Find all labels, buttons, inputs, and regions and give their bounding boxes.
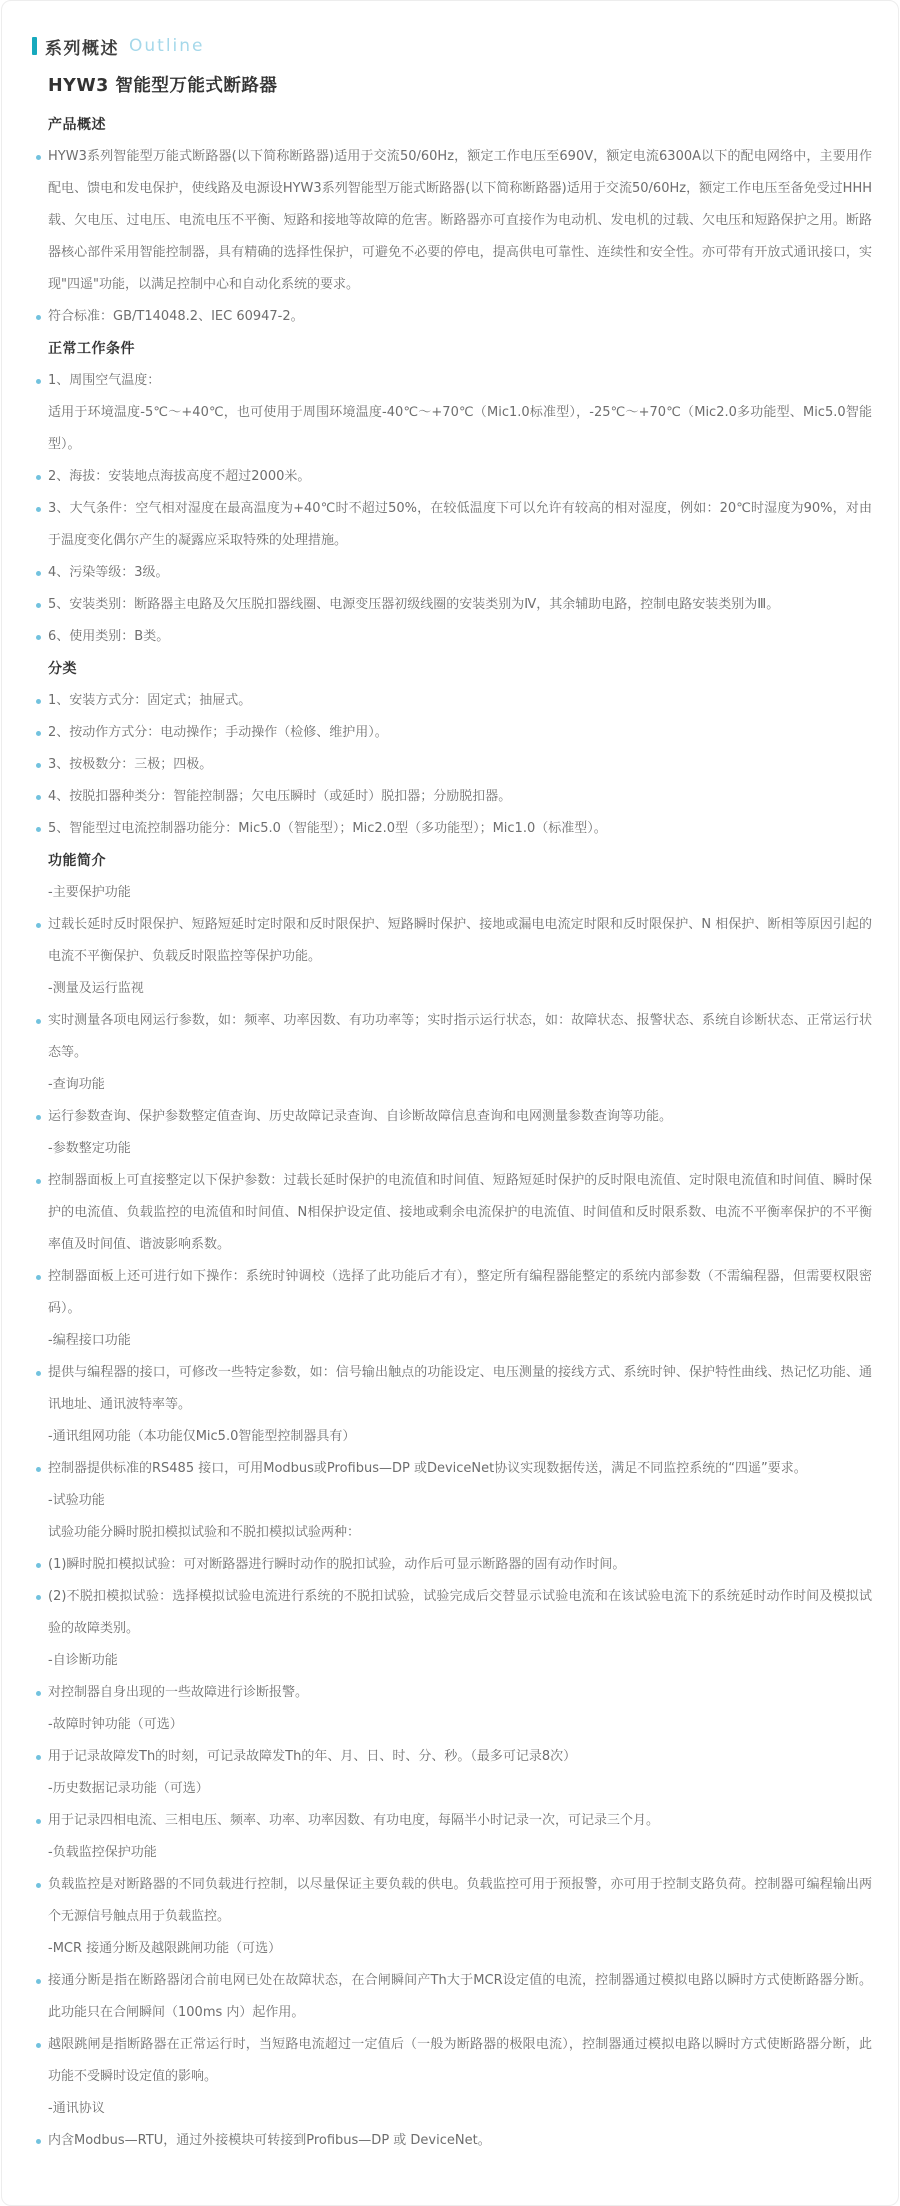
item-text: 越限跳闸是指断路器在正常运行时，当短路电流超过一定值后（一般为断路器的极限电流），控制器通过模拟电路以瞬时方式使断路器分断，此功能不受瞬时设定值的影响。 — [48, 2037, 872, 2084]
bullet-dot-icon — [36, 1595, 41, 1600]
item-text: 过载长延时反时限保护、短路短延时定时限和反时限保护、短路瞬时保护、接地或漏电电流定时限和反时限保护、N 相保护、断相等原因引起的电流不平衡保护、负载反时限监控等保护功能。 — [48, 917, 872, 964]
bullet-item — [32, 2029, 872, 2093]
text-line — [48, 1517, 872, 1549]
bullet-item — [32, 1453, 872, 1485]
bullet-dot-icon — [36, 1755, 41, 1760]
bullet-item — [32, 1805, 872, 1837]
bullet-item — [32, 909, 872, 973]
item-text: 用于记录四相电流、三相电压、频率、功率、功率因数、有功电度，每隔半小时记录一次，可记录三个月。 — [48, 1813, 660, 1828]
bullet-item — [32, 1357, 872, 1421]
text-line — [48, 1133, 872, 1165]
item-text: HYW3系列智能型万能式断路器(以下简称断路器)适用于交流50/60Hz，额定工作电压至690V，额定电流6300A以下的配电网络中，主要用作配电、馈电和发电保护，使线路及电源设HYW3系列智能型万能式断路器(以下简称断路器)适用于交流50/60Hz，额定工作电压至备免受过HHH载、欠电压、过电压、电流电压不平衡、短路和接地等故障的危害。断路器亦可直接作为电动机、发电机的过载、欠电压和短路保护之用。断路器核心部件采用智能控制器，具有精确的选择性保护，可避免不必要的停电，提高供电可靠性、连续性和安全性。亦可带有开放式通讯接口，实现"四遥"功能，以满足控制中心和自动化系统的要求。 — [48, 149, 872, 292]
item-text: -历史数据记录功能（可选） — [48, 1781, 209, 1796]
item-text: 5、智能型过电流控制器功能分：Mic5.0（智能型）；Mic2.0型（多功能型）；Mic1.0（标准型）。 — [48, 821, 607, 836]
text-line — [48, 877, 872, 909]
bullet-item — [32, 589, 872, 621]
bullet-dot-icon — [36, 1691, 41, 1696]
content-list — [32, 109, 872, 2157]
bullet-item — [32, 717, 872, 749]
item-text: 对控制器自身出现的一些故障进行诊断报警。 — [48, 1685, 309, 1700]
bullet-item — [32, 1741, 872, 1773]
item-text: 5、安装类别：断路器主电路及欠压脱扣器线圈、电源变压器初级线圈的安装类别为Ⅳ，其余辅助电路，控制电路安装类别为Ⅲ。 — [48, 597, 780, 612]
bullet-item — [32, 685, 872, 717]
item-text: 负载监控是对断路器的不同负载进行控制，以尽量保证主要负载的供电。负载监控可用于预报警，亦可用于控制支路负荷。控制器可编程输出两个无源信号触点用于负载监控。 — [48, 1877, 872, 1924]
bullet-dot-icon — [36, 571, 41, 576]
bullet-item — [32, 301, 872, 333]
bullet-dot-icon — [36, 379, 41, 384]
bullet-dot-icon — [36, 1563, 41, 1568]
item-text: 控制器面板上可直接整定以下保护参数：过载长延时保护的电流值和时间值、短路短延时保护的反时限电流值、定时限电流值和时间值、瞬时保护的电流值、负载监控的电流值和时间值、N相保护设定值、接地或剩余电流保护的电流值、时间值和反时限系数、电流不平衡率保护的不平衡率值及时间值、谐波影响系数。 — [48, 1173, 872, 1252]
item-text: 2、海拔：安装地点海拔高度不超过2000米。 — [48, 469, 311, 484]
item-text: 3、大气条件：空气相对湿度在最高温度为+40℃时不超过50%，在较低温度下可以允许有较高的相对湿度，例如：20℃时湿度为90%，对由于温度变化偶尔产生的凝露应采取特殊的处理措施。 — [48, 501, 872, 548]
bullet-dot-icon — [36, 1883, 41, 1888]
bullet-item — [32, 621, 872, 653]
item-text: -负载监控保护功能 — [48, 1845, 157, 1860]
bullet-dot-icon — [36, 827, 41, 832]
text-line — [48, 1421, 872, 1453]
bullet-item — [32, 141, 872, 301]
section-heading-text: 功能简介 — [48, 853, 106, 869]
bullet-item — [32, 1869, 872, 1933]
section-heading — [48, 333, 872, 365]
text-line — [48, 1069, 872, 1101]
bullet-dot-icon — [36, 1019, 41, 1024]
item-text: -通讯组网功能（本功能仅Mic5.0智能型控制器具有） — [48, 1429, 356, 1444]
text-line — [48, 1645, 872, 1677]
item-text: 运行参数查询、保护参数整定值查询、历史故障记录查询、自诊断故障信息查询和电网测量参数查询等功能。 — [48, 1109, 673, 1124]
text-line — [48, 1837, 872, 1869]
item-text: 6、使用类别：B类。 — [48, 629, 170, 644]
section-heading-text: 产品概述 — [48, 117, 106, 133]
section-heading — [48, 845, 872, 877]
series-header — [32, 34, 872, 58]
item-text: 接通分断是指在断路器闭合前电网已处在故障状态，在合闸瞬间产Th大于MCR设定值的电流，控制器通过模拟电路以瞬时方式使断路器分断。此功能只在合闸瞬间（100ms 内）起作用。 — [48, 1973, 872, 2020]
item-text: -参数整定功能 — [48, 1141, 131, 1156]
bullet-dot-icon — [36, 1467, 41, 1472]
item-text: -编程接口功能 — [48, 1333, 131, 1348]
item-text: -故障时钟功能（可选） — [48, 1717, 183, 1732]
text-line — [48, 1933, 872, 1965]
text-line — [48, 1773, 872, 1805]
section-heading-text: 分类 — [48, 661, 77, 677]
item-text: -MCR 接通分断及越限跳闸功能（可选） — [48, 1941, 282, 1956]
bullet-dot-icon — [36, 507, 41, 512]
bullet-item — [32, 781, 872, 813]
bullet-dot-icon — [36, 1819, 41, 1824]
section-heading — [48, 109, 872, 141]
bullet-dot-icon — [36, 475, 41, 480]
bullet-dot-icon — [36, 2043, 41, 2048]
item-text: 试验功能分瞬时脱扣模拟试验和不脱扣模拟试验两种： — [48, 1525, 361, 1540]
bullet-item — [32, 1101, 872, 1133]
bullet-item — [32, 1677, 872, 1709]
bullet-dot-icon — [36, 315, 41, 320]
item-text: -查询功能 — [48, 1077, 105, 1092]
bullet-dot-icon — [36, 2139, 41, 2144]
item-text: 3、按极数分：三极；四极。 — [48, 757, 213, 772]
bullet-dot-icon — [36, 731, 41, 736]
item-text: 4、按脱扣器种类分：智能控制器；欠电压瞬时（或延时）脱扣器；分励脱扣器。 — [48, 789, 512, 804]
document-page — [2, 1, 898, 2205]
text-line — [48, 1709, 872, 1741]
bullet-item — [32, 365, 872, 397]
bullet-dot-icon — [36, 1275, 41, 1280]
bullet-item — [32, 813, 872, 845]
item-text: -通讯协议 — [48, 2101, 105, 2116]
item-text: 提供与编程器的接口，可修改一些特定参数，如：信号输出触点的功能设定、电压测量的接线方式、系统时钟、保护特性曲线、热记忆功能、通讯地址、通讯波特率等。 — [48, 1365, 872, 1412]
bullet-dot-icon — [36, 1179, 41, 1184]
text-line — [48, 397, 872, 461]
bullet-dot-icon — [36, 1115, 41, 1120]
item-text: -自诊断功能 — [48, 1653, 118, 1668]
text-line — [48, 1325, 872, 1357]
item-text: -主要保护功能 — [48, 885, 131, 900]
item-text: -试验功能 — [48, 1493, 105, 1508]
item-text: 内含Modbus—RTU，通过外接模块可转接到Profibus—DP 或 DeviceNet。 — [48, 2133, 491, 2148]
text-line — [48, 2093, 872, 2125]
text-line — [48, 1485, 872, 1517]
bullet-dot-icon — [36, 763, 41, 768]
bullet-item — [32, 1549, 872, 1581]
bullet-item — [32, 493, 872, 557]
item-text: 适用于环境温度-5℃～+40℃，也可使用于周围环境温度-40℃～+70℃（Mic1.0标准型），-25℃～+70℃（Mic2.0多功能型、Mic5.0智能型）。 — [48, 405, 872, 452]
bullet-dot-icon — [36, 635, 41, 640]
text-line — [48, 973, 872, 1005]
bullet-item — [32, 1965, 872, 2029]
accent-bar-icon — [32, 37, 37, 55]
item-text: 2、按动作方式分：电动操作；手动操作（检修、维护用）。 — [48, 725, 388, 740]
item-text: (2)不脱扣模拟试验：选择模拟试验电流进行系统的不脱扣试验，试验完成后交替显示试验电流和在该试验电流下的系统延时动作时间及模拟试验的故障类别。 — [48, 1589, 872, 1636]
item-text: 1、周围空气温度： — [48, 373, 161, 388]
bullet-dot-icon — [36, 603, 41, 608]
bullet-item — [32, 2125, 872, 2157]
product-title: HYW3 智能型万能式断路器 — [48, 76, 278, 96]
bullet-item — [32, 461, 872, 493]
bullet-item — [32, 1165, 872, 1261]
item-text: -测量及运行监视 — [48, 981, 144, 996]
bullet-dot-icon — [36, 1371, 41, 1376]
bullet-dot-icon — [36, 699, 41, 704]
item-text: 1、安装方式分：固定式；抽屉式。 — [48, 693, 252, 708]
item-text: 实时测量各项电网运行参数，如：频率、功率因数、有功功率等；实时指示运行状态，如：故障状态、报警状态、系统自诊断状态、正常运行状态等。 — [48, 1013, 872, 1060]
section-heading-text: 正常工作条件 — [48, 341, 135, 357]
bullet-dot-icon — [36, 155, 41, 160]
item-text: 用于记录故障发Th的时刻，可记录故障发Th的年、月、日、时、分、秒。（最多可记录8次） — [48, 1749, 577, 1764]
item-text: 4、污染等级：3级。 — [48, 565, 169, 580]
bullet-item — [32, 557, 872, 589]
page-frame — [1, 0, 899, 2206]
bullet-dot-icon — [36, 923, 41, 928]
bullet-item — [32, 1581, 872, 1645]
section-heading — [48, 653, 872, 685]
series-title-zh: 系列概述 — [45, 38, 119, 59]
bullet-dot-icon — [36, 795, 41, 800]
item-text: 控制器面板上还可进行如下操作：系统时钟调校（选择了此功能后才有），整定所有编程器能整定的系统内部参数（不需编程器，但需要权限密码）。 — [48, 1269, 872, 1316]
bullet-item — [32, 1005, 872, 1069]
series-title-en: Outline — [129, 36, 205, 56]
item-text: (1)瞬时脱扣模拟试验：可对断路器进行瞬时动作的脱扣试验，动作后可显示断路器的固有动作时间。 — [48, 1557, 626, 1572]
bullet-dot-icon — [36, 1979, 41, 1984]
item-text: 控制器提供标准的RS485 接口，可用Modbus或Profibus—DP 或DeviceNet协议实现数据传送，满足不同监控系统的“四遥”要求。 — [48, 1461, 807, 1476]
bullet-item — [32, 749, 872, 781]
bullet-item — [32, 1261, 872, 1325]
item-text: 符合标准：GB/T14048.2、IEC 60947-2。 — [48, 309, 304, 324]
